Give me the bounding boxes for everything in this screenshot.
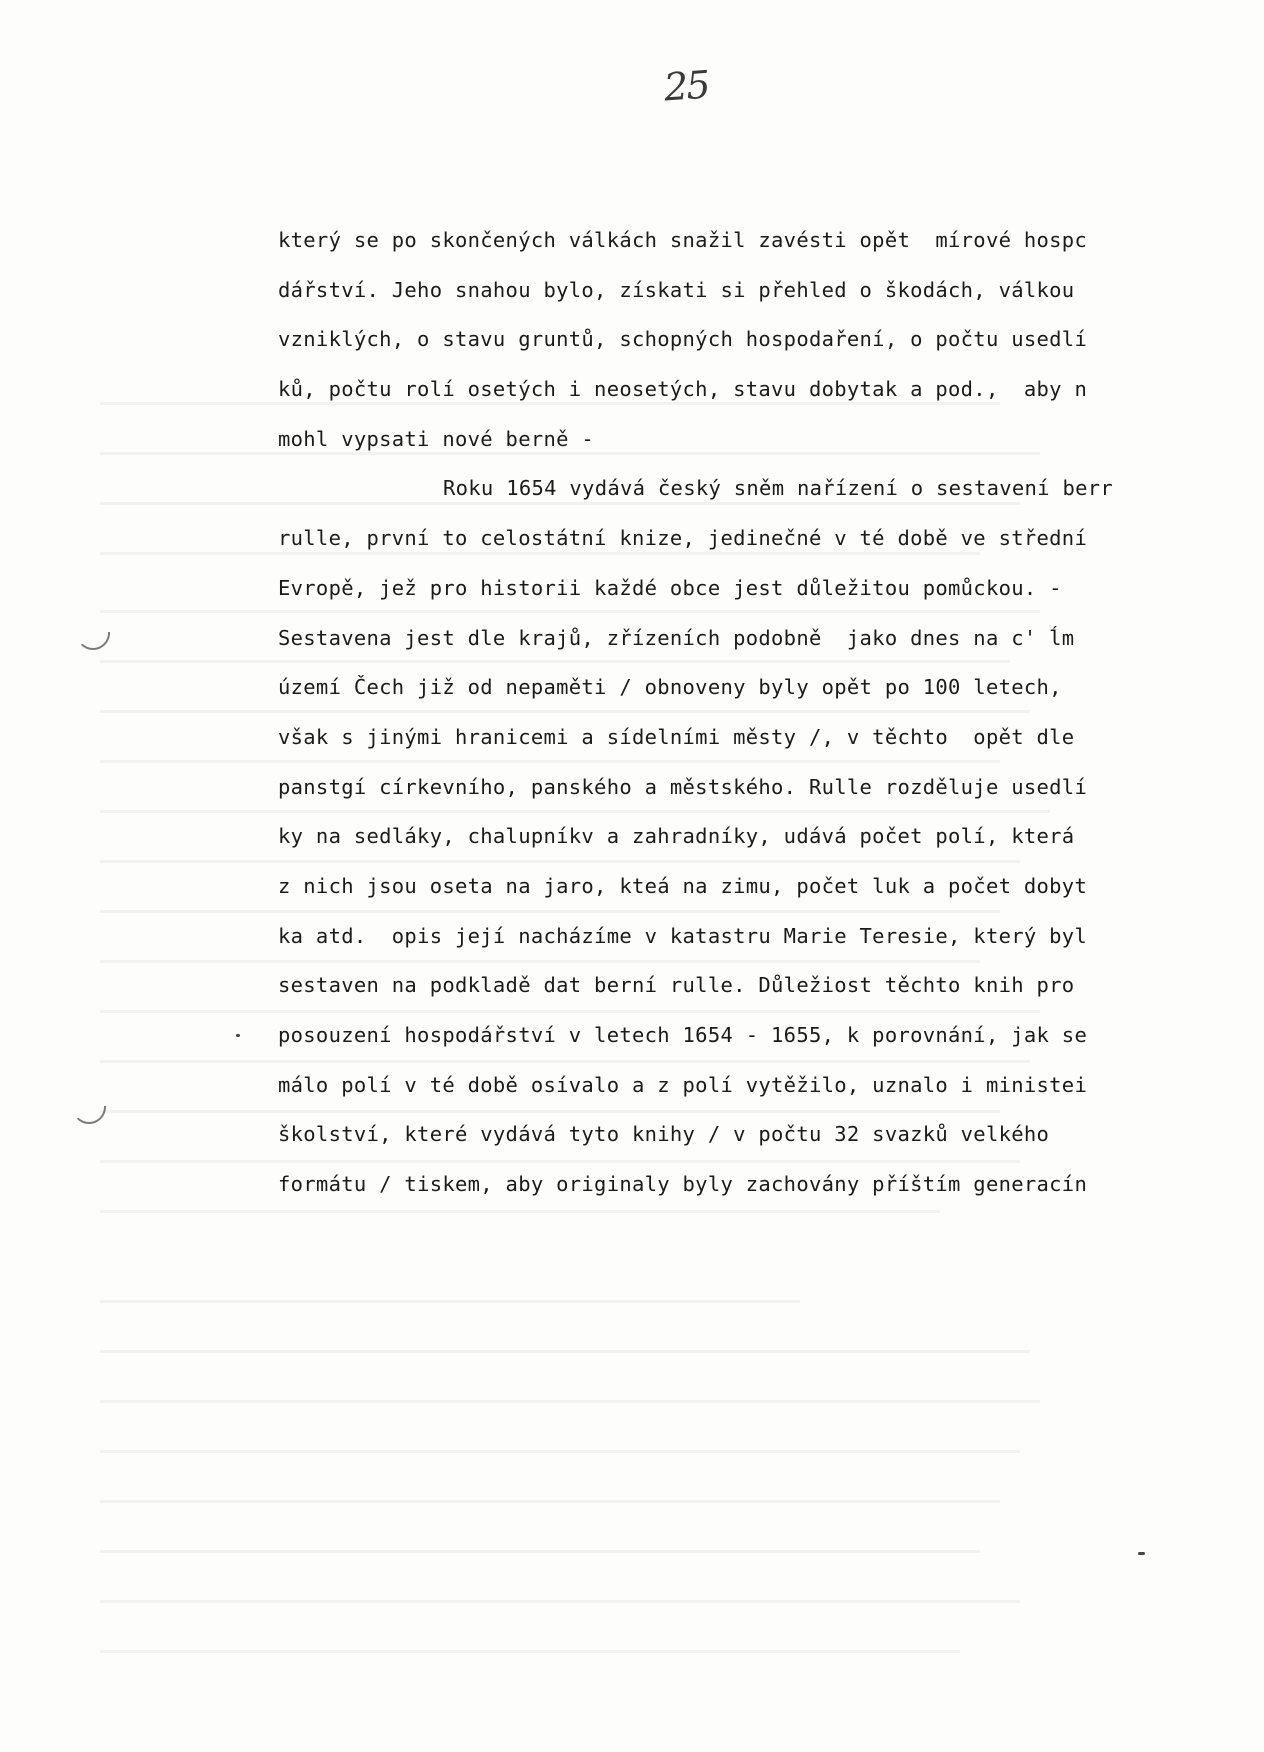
text-line: území Čech již od nepaměti / obnoveny byly opět po 100 letech, (278, 675, 1062, 700)
page-number: 25 (662, 62, 710, 110)
text-line: školství, které vydává tyto knihy / v počtu 32 svazků velkého (278, 1122, 1050, 1147)
ink-speck (236, 1034, 240, 1037)
text-line: rulle, první to celostátní knize, jedinečné v té době ve střední (278, 526, 1088, 551)
punch-hole-mark (76, 632, 110, 650)
text-line: mohl vypsati nové berně - (278, 426, 595, 451)
text-line: dářství. Jeho snahou bylo, získati si přehled o škodách, válkou (278, 277, 1075, 302)
text-line: posouzení hospodářství v letech 1654 - 1655, k porovnání, jak se (278, 1023, 1088, 1047)
text-line: vzniklých, o stavu gruntů, schopných hospodaření, o počtu usedlí (278, 327, 1088, 352)
text-line: Evropě, jež pro historii každé obce jest důležitou pomůckou. - (278, 575, 1062, 600)
punch-hole-mark (72, 1106, 106, 1124)
text-line: Sestavena jest dle krajů, zřízeních podobně jako dnes na c' ĺm (278, 625, 1075, 650)
text-line: však s jinými hranicemi a sídelními městy /, v těchto opět dle (278, 724, 1075, 749)
text-line: ků, počtu rolí osetých i neosetých, stavu dobytak a pod., aby n (278, 377, 1088, 402)
text-line: málo polí v té době osívalo a z polí vytěžilo, uznalo i ministei (278, 1072, 1088, 1097)
typewritten-text (278, 216, 1248, 1210)
text-line: panstgí církevního, panského a městského. Rulle rozděluje usedlí (278, 774, 1088, 799)
text-line: sestaven na podkladě dat berní rulle. Důležiost těchto knih pro (278, 973, 1075, 998)
text-line: z nich jsou oseta na jaro, kteá na zimu, počet luk a počet dobyt (278, 873, 1088, 898)
text-line: který se po skončených válkách snažil zavésti opět mírové hospc (278, 228, 1088, 252)
ink-speck (1138, 1552, 1145, 1555)
text-line-paragraph-start: Roku 1654 vydává český sněm nařízení o sestavení berr (443, 476, 1114, 501)
text-line: ka atd. opis její nacházíme v katastru Marie Teresie, který byl (278, 923, 1088, 948)
text-line: formátu / tiskem, aby originaly byly zachovány příštím generacín (278, 1172, 1088, 1197)
text-line: ky na sedláky, chalupníkv a zahradníky, udává počet polí, která (278, 824, 1075, 849)
